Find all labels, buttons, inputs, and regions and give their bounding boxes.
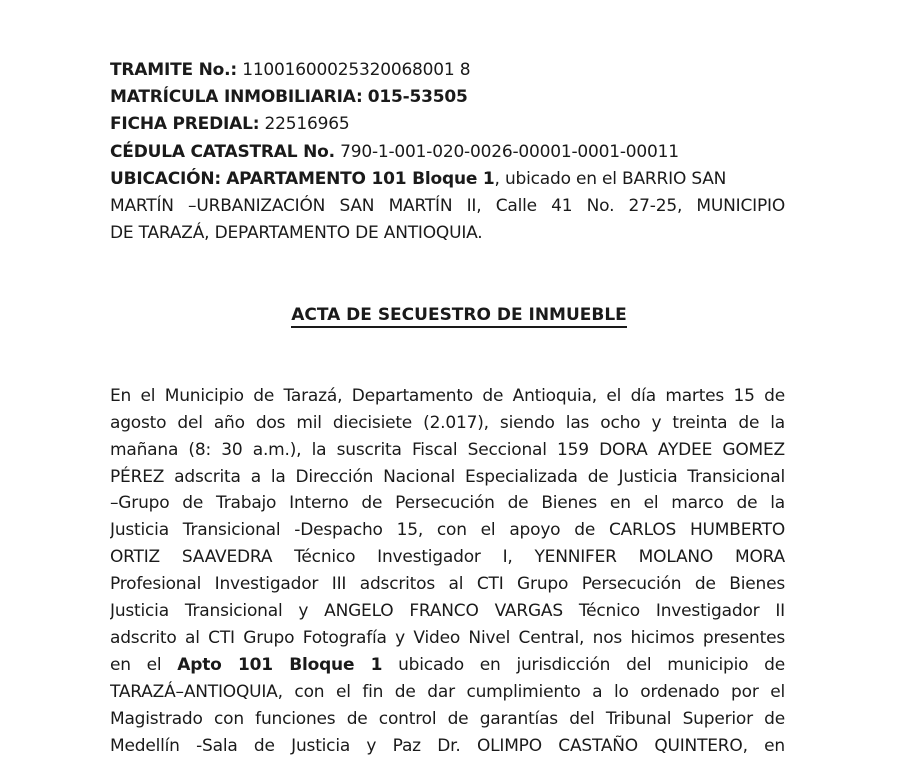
body-line-3: mañana (8: 30 a.m.), la suscrita Fiscal Seccional 159 DORA AYDEE GOMEZ [110, 440, 785, 460]
ficha-line [110, 111, 785, 137]
body-line-10: adscrito al CTI Grupo Fotografía y Video Nivel Central, nos hicimos presentes [110, 628, 785, 648]
body-line-11-pre: en el [110, 655, 162, 675]
body-line-5: –Grupo de Trabajo Interno de Persecución de Bienes en el marco de la [110, 493, 785, 513]
body-line-11-post: ubicado en jurisdicción del municipio de [398, 655, 785, 675]
ficha-label: FICHA PREDIAL: [110, 114, 260, 134]
body-line-6: Justicia Transicional -Despacho 15, con el apoyo de CARLOS HUMBERTO [110, 520, 785, 540]
ubicacion-line-3: DE TARAZÁ, DEPARTAMENTO DE ANTIOQUIA. [110, 223, 483, 243]
tramite-line [110, 57, 785, 83]
body-line-4: PÉREZ adscrita a la Dirección Nacional Especializada de Justicia Transicional [110, 467, 785, 487]
body-line-11 [110, 652, 785, 678]
ubicacion-label: UBICACIÓN: [110, 169, 221, 189]
body-line-9: Justicia Transicional y ANGELO FRANCO VARGAS Técnico Investigador II [110, 601, 785, 621]
document-title [0, 302, 918, 328]
cedula-line [110, 139, 785, 165]
body-line-12: TARAZÁ–ANTIOQUIA, con el fin de dar cumplimiento a lo ordenado por el [110, 682, 785, 702]
body-line-13: Magistrado con funciones de control de garantías del Tribunal Superior de [110, 709, 785, 729]
ubicacion-line-1 [110, 166, 785, 192]
document-title-text: ACTA DE SECUESTRO DE INMUEBLE [291, 305, 627, 328]
body-line-11-bold: Apto 101 Bloque 1 [177, 655, 383, 675]
tramite-value: 11001600025320068001 8 [242, 60, 471, 80]
matricula-line [110, 84, 785, 110]
matricula-label: MATRÍCULA INMOBILIARIA: [110, 87, 363, 107]
ubicacion-line1-rest: , ubicado en el BARRIO SAN [494, 169, 727, 189]
ubicacion-bold: APARTAMENTO 101 Bloque 1 [226, 169, 495, 189]
tramite-label: TRAMITE No.: [110, 60, 237, 80]
body-line-2: agosto del año dos mil diecisiete (2.017), siendo las ocho y treinta de la [110, 413, 785, 433]
ficha-value: 22516965 [264, 114, 350, 134]
body-line-7: ORTIZ SAAVEDRA Técnico Investigador I, YENNIFER MOLANO MORA [110, 547, 785, 567]
body-line-1: En el Municipio de Tarazá, Departamento de Antioquia, el día martes 15 de [110, 386, 785, 406]
matricula-value: 015-53505 [367, 87, 468, 107]
body-line-14: Medellín -Sala de Justicia y Paz Dr. OLIMPO CASTAÑO QUINTERO, en [110, 736, 785, 756]
body-line-8: Profesional Investigador III adscritos al CTI Grupo Persecución de Bienes [110, 574, 785, 594]
cedula-label: CÉDULA CATASTRAL No. [110, 142, 335, 162]
ubicacion-line-2: MARTÍN –URBANIZACIÓN SAN MARTÍN II, Calle 41 No. 27-25, MUNICIPIO [110, 196, 785, 216]
cedula-value: 790-1-001-020-0026-00001-0001-00011 [340, 142, 679, 162]
